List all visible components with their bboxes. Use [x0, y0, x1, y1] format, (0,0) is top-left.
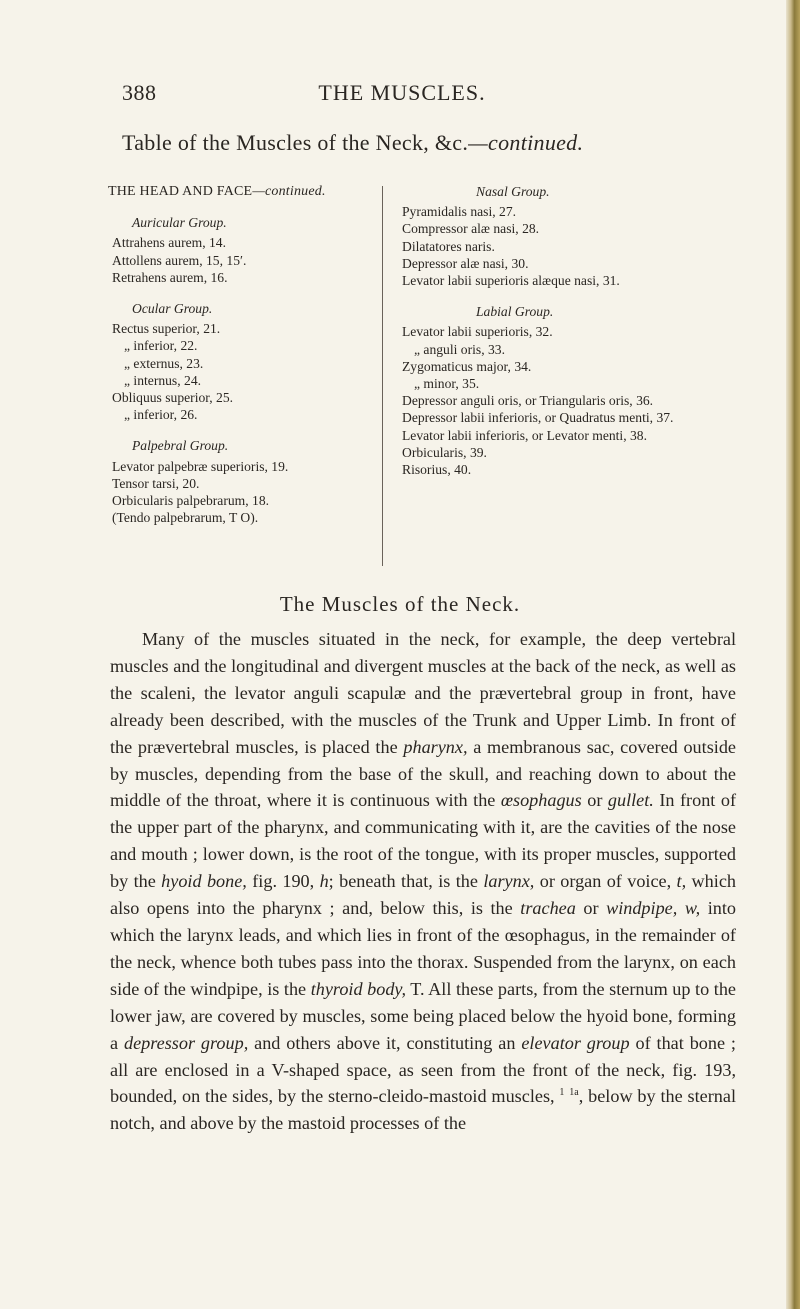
table-title-main: Table of the Muscles of the Neck, &c.	[122, 130, 469, 155]
list-item: Dilatatores naris.	[402, 238, 495, 254]
ocular-group	[112, 300, 378, 423]
group-title: Auricular Group.	[132, 215, 227, 231]
table-title-suffix: —continued.	[468, 130, 584, 155]
column-divider	[382, 186, 383, 566]
list-item: Attrahens aurem, 14.	[112, 235, 227, 251]
list-item: Obliquus superior, 25.	[112, 390, 234, 406]
list-item: Orbicularis palpebrarum, 18.	[112, 493, 270, 509]
list-item: „ internus, 24.	[124, 372, 202, 388]
list-item: Levator labii superioris alæque nasi, 31.	[402, 273, 620, 289]
list-item: Depressor alæ nasi, 30.	[402, 255, 529, 271]
page-number: 388	[122, 80, 157, 105]
group-title: Ocular Group.	[132, 301, 213, 317]
list-item: Compressor alæ nasi, 28.	[402, 221, 540, 237]
right-column	[402, 183, 742, 492]
labial-group	[402, 303, 742, 478]
list-item: „ minor, 35.	[414, 376, 480, 392]
list-item: Orbicularis, 39.	[402, 444, 487, 460]
list-item: „ inferior, 26.	[124, 407, 198, 423]
list-item: Depressor anguli oris, or Triangularis oris, 36.	[402, 393, 654, 409]
list-item: Risorius, 40.	[402, 462, 472, 478]
nasal-group	[402, 183, 742, 289]
list-item: „ anguli oris, 33.	[414, 341, 505, 357]
body-paragraph: Many of the muscles situated in the neck, for example, the deep vertebral muscles and the longitudinal and divergent muscles at the back of the neck, as well as the scaleni, the levator anguli scapulæ and the prævertebral group in front, have already been described, with the muscles of the Trunk and Upper Limb. In front of the prævertebral muscles, is placed the pharynx, a membranous sac, covered outside by muscles, depending from the base of the skull, and reaching down to about the middle of the throat, where it is continuous with the œsophagus or gullet. In front of the upper part of the pharynx, and communicating with it, are the cavities of the nose and mouth ; lower down, is the root of the tongue, with its proper muscles, supported by the hyoid bone, fig. 190, h; beneath that, is the larynx, or organ of voice, t, which also opens into the pharynx ; and, below this, is the trachea or windpipe, w, into which the larynx leads, and which lies in front of the œsophagus, in the remainder of the neck, whence both tubes pass into the thorax. Suspended from the larynx, on each side of the windpipe, is the thyroid body, T. All these parts, from the sternum up to the lower jaw, are covered by muscles, some being placed below the hyoid bone, forming a depressor group, and others above it, constituting an elevator group of that bone ; all are enclosed in a V-shaped space, as seen from the front of the neck, fig. 193, bounded, on the sides, by the sterno-cleido-mastoid muscles, $^1$ $^{1a}$, below by the sternal notch, and above by the mastoid processes of the	[110, 629, 737, 1134]
auricular-group	[112, 214, 378, 286]
list-item: Retrahens aurem, 16.	[112, 269, 228, 285]
section-title: The Muscles of the Neck.	[279, 592, 521, 616]
list-item: Levator labii superioris, 32.	[402, 324, 553, 340]
left-column	[108, 183, 378, 540]
list-item: (Tendo palpebrarum, T O).	[112, 510, 259, 526]
list-item: Levator labii inferioris, or Levator menti, 38.	[402, 427, 647, 443]
list-item: Tensor tarsi, 20.	[112, 475, 200, 491]
group-title: Labial Group.	[476, 304, 554, 320]
page-header	[122, 80, 682, 110]
list-item: „ inferior, 22.	[124, 338, 198, 354]
list-item: Attollens aurem, 15, 15′.	[112, 252, 247, 268]
group-title: Nasal Group.	[476, 184, 550, 199]
list-item: Pyramidalis nasi, 27.	[402, 204, 517, 220]
group-title: Palpebral Group.	[132, 438, 229, 454]
list-item: Zygomaticus major, 34.	[402, 358, 532, 374]
list-item: Levator palpebræ superioris, 19.	[112, 458, 289, 474]
list-item: Depressor labii inferioris, or Quadratus menti, 37.	[402, 410, 674, 426]
running-title: THE MUSCLES.	[318, 80, 486, 105]
list-item: „ externus, 23.	[124, 355, 204, 371]
table-title	[122, 130, 742, 156]
list-item: Rectus superior, 21.	[112, 321, 221, 337]
left-column-heading: THE HEAD AND FACE—continued.	[108, 184, 326, 199]
page-edge	[786, 0, 800, 1309]
palpebral-group	[112, 437, 378, 526]
